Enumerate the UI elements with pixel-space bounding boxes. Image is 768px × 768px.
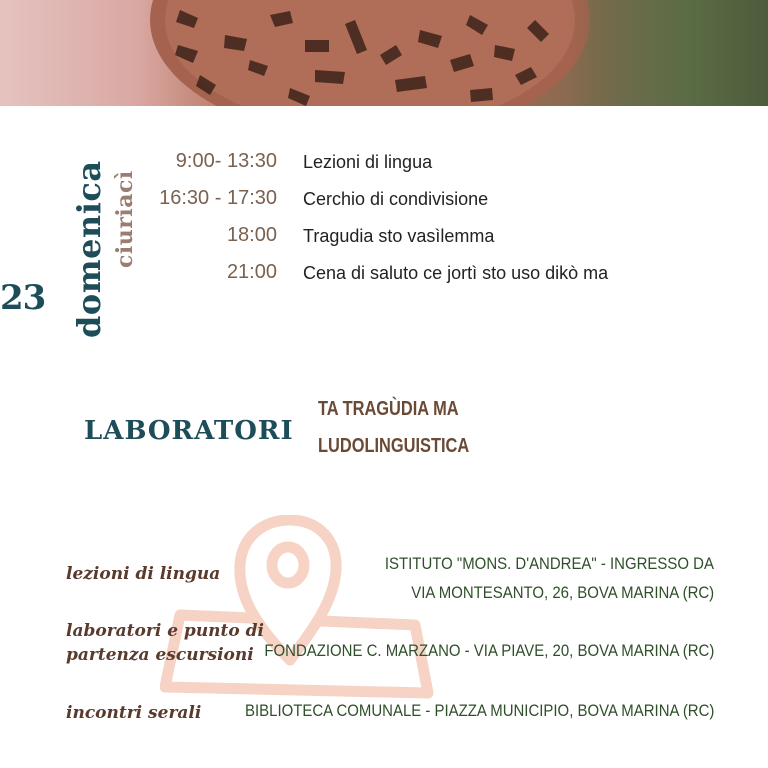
- location-address-line: VIA MONTESANTO, 26, BOVA MARINA (RC): [411, 583, 714, 602]
- location-address-line: ISTITUTO "MONS. D'ANDREA" - INGRESSO DA: [384, 554, 714, 573]
- header-photo: [0, 0, 768, 106]
- location-label: laboratori e punto di partenza escursioni: [66, 621, 264, 665]
- laboratori-title: LABORATORI: [84, 416, 294, 446]
- laboratori-item: TA TRAGÙDIA MA: [318, 398, 459, 420]
- day-name: domenica: [70, 160, 108, 338]
- schedule-activity: Cena di saluto ce jortì sto uso dikò ma: [303, 263, 609, 283]
- location-label: incontri serali: [66, 703, 202, 723]
- schedule-time: 21:00: [226, 261, 277, 283]
- location-address-line: FONDAZIONE C. MARZANO - VIA PIAVE, 20, BOVA MARINA (RC): [264, 641, 714, 660]
- schedule-activity: Tragudia sto vasìlemma: [303, 226, 495, 246]
- location-address-line: BIBLIOTECA COMUNALE - PIAZZA MUNICIPIO, BOVA MARINA (RC): [244, 701, 714, 720]
- laboratori-item: LUDOLINGUISTICA: [318, 435, 470, 457]
- photo-fade-right: [568, 0, 768, 106]
- day-number: 23: [0, 278, 46, 318]
- day-name-greek: ciuriacì: [112, 170, 138, 268]
- location-label: lezioni di lingua: [66, 564, 221, 584]
- schedule-time: 18:00: [226, 224, 277, 246]
- schedule-activity: Cerchio di condivisione: [303, 189, 489, 209]
- photo-fade-left: [0, 0, 140, 106]
- schedule-activity: Lezioni di lingua: [303, 152, 433, 172]
- carved-stamp-image: [140, 0, 620, 106]
- schedule-time: 9:00- 13:30: [175, 150, 277, 172]
- schedule-time: 16:30 - 17:30: [159, 187, 277, 209]
- map-pin-icon: [160, 515, 440, 700]
